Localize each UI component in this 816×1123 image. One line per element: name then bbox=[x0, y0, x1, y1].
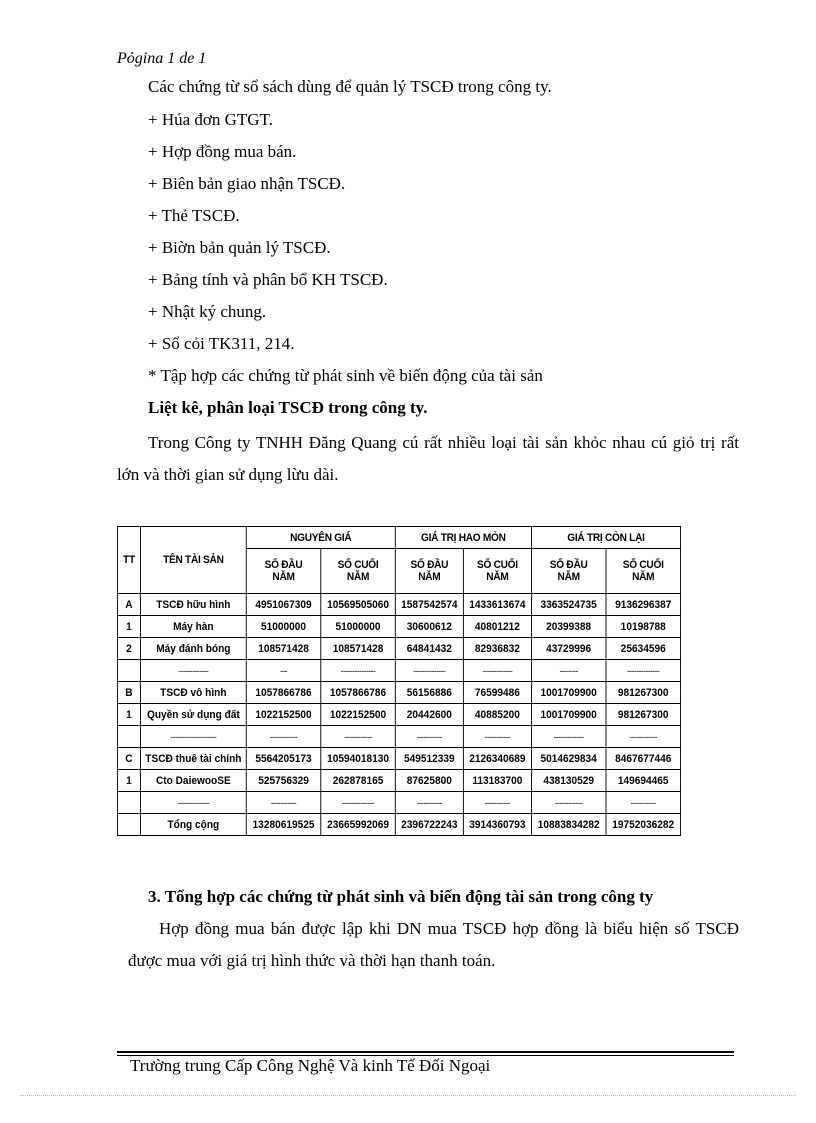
table-row bbox=[117, 594, 680, 616]
cell-value: 76599486 bbox=[463, 682, 531, 704]
cell-value: 262878165 bbox=[321, 770, 396, 792]
cell-tt: A bbox=[117, 594, 140, 616]
cell-value: 56156886 bbox=[395, 682, 463, 704]
cell-asset-name: Máy hàn bbox=[140, 616, 246, 638]
cell-asset-name: ------------- bbox=[140, 660, 246, 682]
cell-tt bbox=[117, 660, 140, 682]
cell-value: 3363524735 bbox=[531, 594, 606, 616]
cell-value: -------------- bbox=[395, 660, 463, 682]
section-heading: Liệt kê, phân loại TSCĐ trong công ty. bbox=[148, 398, 428, 417]
footer-text: Trường trung Cấp Công Nghệ Và kinh Tế Đối Ngoại bbox=[130, 1056, 491, 1075]
header-original-cost: NGUYÊN GIÁ bbox=[246, 527, 395, 549]
cell-value: 10883834282 bbox=[531, 814, 606, 836]
table-row bbox=[117, 660, 680, 682]
assets-table bbox=[117, 526, 681, 836]
header-name: TÊN TÀI SẢN bbox=[140, 527, 246, 594]
cell-value: ----------- bbox=[463, 792, 531, 814]
table-row bbox=[117, 770, 680, 792]
cell-value: 82936832 bbox=[463, 638, 531, 660]
table-row bbox=[117, 704, 680, 726]
section-paragraph: Trong Công ty TNHH Đăng Quang cú rất nhiều loại tài sản khỏc nhau cú giỏ trị rất lớn và thời gian sử dụng lừu dài. bbox=[117, 433, 739, 484]
header-depreciation: GIÁ TRỊ HAO MÒN bbox=[395, 527, 531, 549]
cell-tt: 1 bbox=[117, 770, 140, 792]
section3-heading: 3. Tổng hợp các chứng từ phát sinh và biến động tài sản trong công ty bbox=[148, 887, 654, 906]
cell-value: 113183700 bbox=[463, 770, 531, 792]
cell-value: 2126340689 bbox=[463, 748, 531, 770]
table-row bbox=[117, 726, 680, 748]
cell-value: 5564205173 bbox=[246, 748, 321, 770]
cell-asset-name: Quyền sử dụng đất bbox=[140, 704, 246, 726]
cell-tt: C bbox=[117, 748, 140, 770]
cell-asset-name: TSCĐ vô hình bbox=[140, 682, 246, 704]
list-item: + Biờn bản quản lý TSCĐ. bbox=[148, 238, 331, 257]
table-body bbox=[117, 594, 680, 836]
cell-value: 1022152500 bbox=[246, 704, 321, 726]
cell-value: ------------ bbox=[606, 726, 681, 748]
cell-value: 51000000 bbox=[246, 616, 321, 638]
cell-asset-name: TSCĐ hữu hình bbox=[140, 594, 246, 616]
cell-value: 1433613674 bbox=[463, 594, 531, 616]
cell-value: 4951067309 bbox=[246, 594, 321, 616]
subheader-start: SỐ ĐẦU NĂM bbox=[531, 549, 606, 594]
cell-value: 8467677446 bbox=[606, 748, 681, 770]
page-label: Pỏgina 1 de 1 bbox=[117, 50, 207, 67]
cell-tt: 2 bbox=[117, 638, 140, 660]
cell-value: -------- bbox=[531, 660, 606, 682]
cell-asset-name: -------------- bbox=[140, 792, 246, 814]
cell-value: 1022152500 bbox=[321, 704, 396, 726]
table-row bbox=[117, 638, 680, 660]
cell-value: 1587542574 bbox=[395, 594, 463, 616]
cell-value: 20399388 bbox=[531, 616, 606, 638]
list-item: + Nhật ký chung. bbox=[148, 302, 267, 321]
cell-asset-name: Cto DaiewooSE bbox=[140, 770, 246, 792]
cell-value: ----------- bbox=[606, 792, 681, 814]
cell-value: ------------- bbox=[463, 660, 531, 682]
cell-value: ------------ bbox=[246, 726, 321, 748]
cell-value: 981267300 bbox=[606, 682, 681, 704]
section3-paragraph: Hợp đồng mua bán được lập khi DN mua TSCĐ hợp đồng là biểu hiện số TSCĐ được mua với giá trị hình thức và thời hạn thanh toán. bbox=[128, 919, 739, 970]
subheader-start: SỐ ĐẦU NĂM bbox=[395, 549, 463, 594]
cell-value: 30600612 bbox=[395, 616, 463, 638]
list-intro: Các chứng từ sổ sách dùng để quản lý TSCĐ trong công ty. bbox=[148, 77, 552, 96]
cell-tt bbox=[117, 814, 140, 836]
list-item: + Húa đơn GTGT. bbox=[148, 110, 273, 129]
cell-value: 1001709900 bbox=[531, 704, 606, 726]
cell-value: 23665992069 bbox=[321, 814, 396, 836]
table-row bbox=[117, 814, 680, 836]
table-header-row bbox=[117, 527, 680, 549]
list-item: + Biên bản giao nhận TSCĐ. bbox=[148, 174, 346, 193]
subheader-end: SỐ CUỐI NĂM bbox=[321, 549, 396, 594]
subheader-end: SỐ CUỐI NĂM bbox=[463, 549, 531, 594]
cell-value: 981267300 bbox=[606, 704, 681, 726]
cell-value: 438130529 bbox=[531, 770, 606, 792]
table-row bbox=[117, 682, 680, 704]
cell-value: 64841432 bbox=[395, 638, 463, 660]
cell-tt: 1 bbox=[117, 704, 140, 726]
cell-tt bbox=[117, 792, 140, 814]
list-item: + Hợp đồng mua bán. bbox=[148, 142, 297, 161]
cell-asset-name: TSCĐ thuê tài chính bbox=[140, 748, 246, 770]
list-item: + Sổ cỏi TK311, 214. bbox=[148, 334, 295, 353]
cell-value: 1001709900 bbox=[531, 682, 606, 704]
cell-tt: B bbox=[117, 682, 140, 704]
cell-value: 10594018130 bbox=[321, 748, 396, 770]
cell-value: 40801212 bbox=[463, 616, 531, 638]
table-row bbox=[117, 792, 680, 814]
cell-value: ----------- bbox=[246, 792, 321, 814]
cell-value: 149694465 bbox=[606, 770, 681, 792]
cell-value: 87625800 bbox=[395, 770, 463, 792]
header-tt: TT bbox=[117, 527, 140, 594]
cell-value: 25634596 bbox=[606, 638, 681, 660]
cell-asset-name: Tổng cộng bbox=[140, 814, 246, 836]
cell-value: 19752036282 bbox=[606, 814, 681, 836]
list-item: * Tập hợp các chứng từ phát sinh về biến động của tài sản bbox=[148, 366, 543, 385]
table-row bbox=[117, 616, 680, 638]
cell-value: 43729996 bbox=[531, 638, 606, 660]
cell-value: -------------- bbox=[321, 792, 396, 814]
cell-value: 525756329 bbox=[246, 770, 321, 792]
subheader-end: SỐ CUỐI NĂM bbox=[606, 549, 681, 594]
cell-value: 5014629834 bbox=[531, 748, 606, 770]
cell-value: 51000000 bbox=[321, 616, 396, 638]
cell-asset-name: -------------------- bbox=[140, 726, 246, 748]
cell-value: 10569505060 bbox=[321, 594, 396, 616]
cell-value: ----------- bbox=[395, 726, 463, 748]
list-item: + Bảng tính và phân bổ KH TSCĐ. bbox=[148, 270, 388, 289]
cell-value: ------------ bbox=[531, 792, 606, 814]
cell-value: 1057866786 bbox=[246, 682, 321, 704]
cell-value: 1057866786 bbox=[321, 682, 396, 704]
cell-value: 108571428 bbox=[246, 638, 321, 660]
page-edge bbox=[20, 1095, 796, 1096]
cell-value: 3914360793 bbox=[463, 814, 531, 836]
cell-value: 10198788 bbox=[606, 616, 681, 638]
cell-value: -------------- bbox=[606, 660, 681, 682]
cell-asset-name: Máy đánh bóng bbox=[140, 638, 246, 660]
list-item: + Thẻ TSCĐ. bbox=[148, 206, 240, 225]
cell-value: 40885200 bbox=[463, 704, 531, 726]
cell-value: --- bbox=[246, 660, 321, 682]
header-remaining-value: GIÁ TRỊ CÒN LẠI bbox=[531, 527, 680, 549]
cell-value: ------------- bbox=[531, 726, 606, 748]
cell-value: ------------ bbox=[321, 726, 396, 748]
cell-value: 549512339 bbox=[395, 748, 463, 770]
cell-value: ----------- bbox=[463, 726, 531, 748]
cell-tt: 1 bbox=[117, 616, 140, 638]
cell-value: --------------- bbox=[321, 660, 396, 682]
cell-value: 9136296387 bbox=[606, 594, 681, 616]
subheader-start: SỐ ĐẦU NĂM bbox=[246, 549, 321, 594]
cell-value: ----------- bbox=[395, 792, 463, 814]
cell-value: 2396722243 bbox=[395, 814, 463, 836]
cell-tt bbox=[117, 726, 140, 748]
cell-value: 20442600 bbox=[395, 704, 463, 726]
cell-value: 108571428 bbox=[321, 638, 396, 660]
table-row bbox=[117, 748, 680, 770]
footer-rule bbox=[117, 1051, 734, 1053]
cell-value: 13280619525 bbox=[246, 814, 321, 836]
